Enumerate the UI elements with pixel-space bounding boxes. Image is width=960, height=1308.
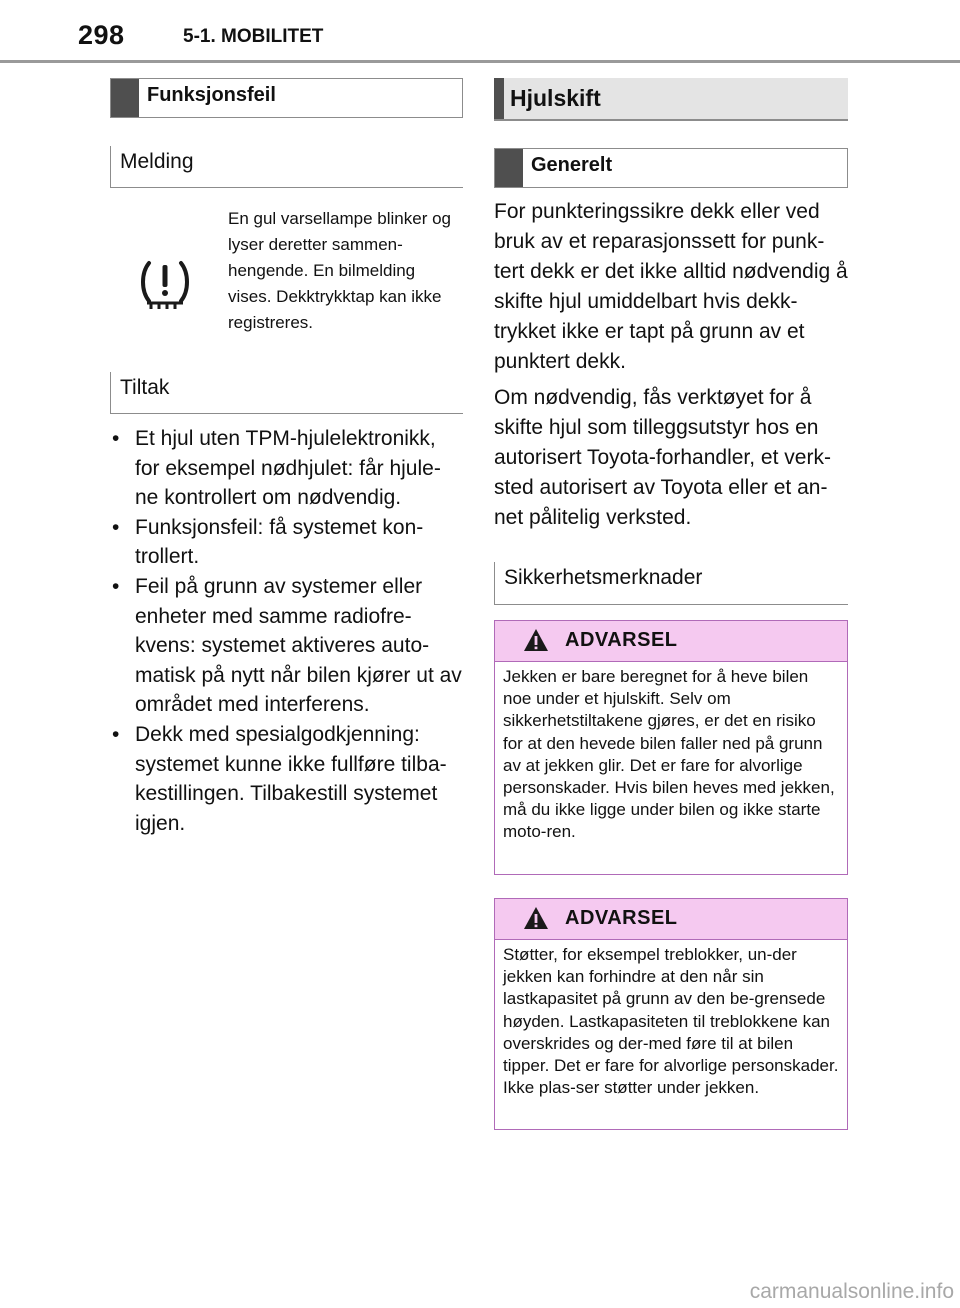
funksjonsfeil-heading xyxy=(110,78,463,118)
safety-subheading xyxy=(494,562,848,605)
funksjonsfeil-heading-label: Funksjonsfeil xyxy=(147,84,276,106)
generelt-heading-label: Generelt xyxy=(531,154,613,176)
list-item: • Et hjul uten TPM-hjulelektronikk, for eksempel nødhjulet: får hjule-ne kontrollert om nødvendig. xyxy=(112,424,462,513)
paragraph-tools: Om nødvendig, fås verktøyet for å skifte hjul som tilleggsutstyr hos en autorisert Toyota-forhandler, et verk-sted autorisert av Toyota eller et an-net pålitelig verksted. xyxy=(494,386,831,529)
warning-box xyxy=(494,620,848,875)
hjulskift-heading-label: Hjulskift xyxy=(510,85,601,111)
paragraph-puncture: For punkteringssikre dekk eller ved bruk av et reparasjonssett for punk-tert dekk er det ikke alltid nødvendig å skifte hjul umiddelbart hvis dekk-trykket ikke er tapt på grunn av et punktert dekk. xyxy=(494,200,848,373)
warning-triangle-icon xyxy=(523,628,549,652)
melding-label: Melding xyxy=(120,150,194,173)
tiltak-label: Tiltak xyxy=(120,376,170,399)
warning-text: Støtter, for eksempel treblokker, un-der jekken kan forhindre at den når sin lastkapasitet på grunn av den be-grensede høyden. Lastkapasiteten til treblokkene kan overskrides og der-med føre til at bilen tipper. Det er fare for alvorlige personskader. Ikke plas-ser støtter under jekken. xyxy=(503,945,839,1098)
header-divider xyxy=(0,60,960,63)
list-item: • Dekk med spesialgodkjenning: systemet kunne ikke fullføre tilba-kestillingen. Tilbakestill systemet igjen. xyxy=(112,720,462,838)
tiltak-subheading xyxy=(110,372,463,414)
heading-bar xyxy=(494,78,504,119)
generelt-heading xyxy=(494,148,848,188)
warning-triangle-icon xyxy=(523,906,549,930)
watermark: carmanualsonline.info xyxy=(749,1280,954,1303)
list-item: • Feil på grunn av systemer eller enheter med samme radiofre-kvens: systemet aktiveres auto-matisk på nytt når bilen kjører ut av området med interferens. xyxy=(112,572,462,720)
warning-box xyxy=(494,898,848,1130)
tire-pressure-warning-icon xyxy=(137,255,193,311)
heading-bar xyxy=(495,149,523,187)
message-description: En gul varsellampe blinker og lyser deretter sammen-hengende. En bilmelding vises. Dekktrykktap kan ikke registreres. xyxy=(228,209,452,332)
page-number: 298 xyxy=(78,20,125,50)
melding-subheading xyxy=(110,146,463,188)
warning-title: ADVARSEL xyxy=(565,629,678,651)
warning-title: ADVARSEL xyxy=(565,907,678,929)
list-item: • Funksjonsfeil: få systemet kon-trollert. xyxy=(112,513,462,572)
safety-label: Sikkerhetsmerknader xyxy=(504,566,703,589)
warning-header xyxy=(495,621,847,662)
section-title: 5-1. MOBILITET xyxy=(183,26,324,47)
action-list xyxy=(112,424,462,838)
warning-text: Jekken er bare beregnet for å heve bilen noe under et hjulskift. Selv om sikkerhetstiltakene gjøres, er det en risiko for at den hevede bilen faller ned på grunn av at jekken glir. Det er fare for alvorlige personskader. Hvis bilen heves med jekken, må du ikke ligge under bilen og ikke starte moto-ren. xyxy=(503,667,835,842)
heading-bar xyxy=(111,79,139,117)
warning-header xyxy=(495,899,847,940)
hjulskift-heading xyxy=(494,78,848,121)
